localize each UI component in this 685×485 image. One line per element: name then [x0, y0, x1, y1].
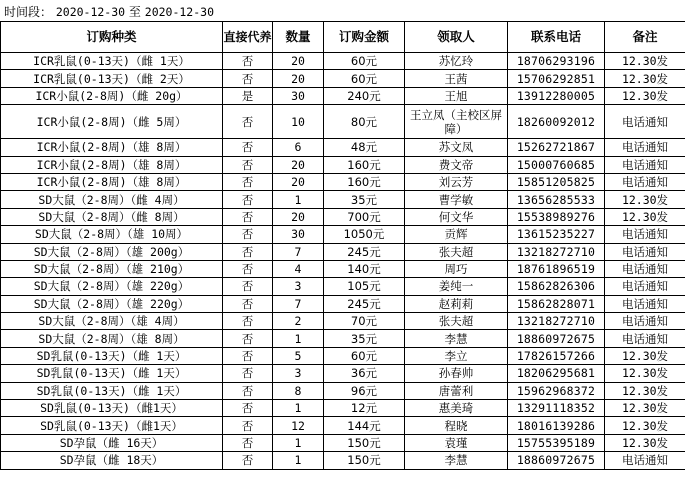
cell-phone: 15862826306: [508, 278, 605, 295]
cell-note: 电话通知: [605, 278, 685, 295]
cell-phone: 15862828071: [508, 295, 605, 312]
cell-product: ICR小鼠(2-8周)（雄 8周）: [1, 139, 223, 156]
cell-direct: 否: [223, 417, 273, 434]
cell-product: SD孕鼠（雌 16天）: [1, 434, 223, 451]
table-row: [1, 208, 685, 225]
cell-note: 电话通知: [605, 226, 685, 243]
cell-note: 电话通知: [605, 243, 685, 260]
cell-phone: 18206295681: [508, 365, 605, 382]
cell-phone: 15755395189: [508, 434, 605, 451]
cell-qty: 30: [273, 226, 324, 243]
cell-direct: 否: [223, 330, 273, 347]
table-row: [1, 156, 685, 173]
cell-product: SD大鼠（2-8周）（雄 200g）: [1, 243, 223, 260]
cell-product: SD孕鼠（雌 18天）: [1, 452, 223, 469]
cell-phone: 15706292851: [508, 70, 605, 87]
cell-note: 12.30发: [605, 417, 685, 434]
cell-direct: 否: [223, 226, 273, 243]
cell-phone: 15962968372: [508, 382, 605, 399]
cell-amount: 160元: [324, 173, 405, 190]
cell-recipient: 赵莉莉: [405, 295, 508, 312]
cell-product: SD大鼠（2-8周）（雄 220g）: [1, 295, 223, 312]
date-range-label: 时间段：: [4, 5, 53, 19]
header-amount: 订购金额: [324, 22, 405, 53]
cell-product: ICR小鼠(2-8周)（雌 20g）: [1, 87, 223, 104]
cell-direct: 否: [223, 452, 273, 469]
cell-amount: 70元: [324, 313, 405, 330]
cell-product: SD乳鼠(0-13天)（雌1天）: [1, 400, 223, 417]
cell-phone: 13218272710: [508, 313, 605, 330]
orders-table: [0, 21, 685, 470]
cell-phone: 18860972675: [508, 330, 605, 347]
cell-phone: 13615235227: [508, 226, 605, 243]
cell-amount: 35元: [324, 191, 405, 208]
date-range-start: 2020-12-30: [55, 5, 126, 19]
cell-phone: 18260092012: [508, 105, 605, 139]
cell-amount: 12元: [324, 400, 405, 417]
cell-qty: 20: [273, 173, 324, 190]
cell-note: 电话通知: [605, 295, 685, 312]
table-row: [1, 417, 685, 434]
cell-note: 12.30发: [605, 70, 685, 87]
header-recipient: 领取人: [405, 22, 508, 53]
cell-recipient: 李立: [405, 347, 508, 364]
cell-recipient: 程晓: [405, 417, 508, 434]
cell-direct: 否: [223, 53, 273, 70]
cell-qty: 10: [273, 105, 324, 139]
cell-qty: 1: [273, 191, 324, 208]
cell-qty: 6: [273, 139, 324, 156]
cell-recipient: 曹学敏: [405, 191, 508, 208]
header-phone: 联系电话: [508, 22, 605, 53]
cell-product: ICR乳鼠(0-13天)（雌 2天）: [1, 70, 223, 87]
cell-qty: 20: [273, 156, 324, 173]
cell-phone: 18860972675: [508, 452, 605, 469]
cell-product: SD乳鼠(0-13天)（雌1天）: [1, 417, 223, 434]
cell-note: 12.30发: [605, 347, 685, 364]
cell-amount: 700元: [324, 208, 405, 225]
cell-phone: 13218272710: [508, 243, 605, 260]
cell-product: SD大鼠（2-8周）（雌 4周）: [1, 191, 223, 208]
cell-note: 12.30发: [605, 53, 685, 70]
cell-qty: 1: [273, 452, 324, 469]
cell-amount: 150元: [324, 434, 405, 451]
cell-recipient: 何文华: [405, 208, 508, 225]
cell-qty: 20: [273, 70, 324, 87]
cell-recipient: 费文帝: [405, 156, 508, 173]
cell-note: 电话通知: [605, 139, 685, 156]
table-row: [1, 53, 685, 70]
table-row: [1, 295, 685, 312]
cell-direct: 否: [223, 278, 273, 295]
cell-recipient: 唐蕾利: [405, 382, 508, 399]
cell-product: SD乳鼠(0-13天)（雌 1天）: [1, 347, 223, 364]
cell-note: 12.30发: [605, 400, 685, 417]
cell-product: SD大鼠（2-8周）（雄 10周）: [1, 226, 223, 243]
cell-recipient: 王茜: [405, 70, 508, 87]
cell-phone: 13912280005: [508, 87, 605, 104]
cell-recipient: 李慧: [405, 452, 508, 469]
cell-qty: 12: [273, 417, 324, 434]
cell-direct: 否: [223, 382, 273, 399]
cell-qty: 30: [273, 87, 324, 104]
cell-direct: 否: [223, 139, 273, 156]
table-row: [1, 70, 685, 87]
cell-direct: 是: [223, 87, 273, 104]
table-row: [1, 278, 685, 295]
cell-recipient: 王旭: [405, 87, 508, 104]
header-direct: 直接代养: [223, 22, 273, 53]
cell-product: SD大鼠（2-8周）（雄 4周）: [1, 313, 223, 330]
cell-phone: 15538989276: [508, 208, 605, 225]
cell-recipient: 李慧: [405, 330, 508, 347]
cell-product: SD乳鼠(0-13天)（雌 1天）: [1, 365, 223, 382]
cell-qty: 7: [273, 243, 324, 260]
cell-phone: 15262721867: [508, 139, 605, 156]
cell-amount: 48元: [324, 139, 405, 156]
date-range-separator: 至: [128, 5, 141, 19]
table-row: [1, 313, 685, 330]
cell-product: SD大鼠（2-8周）（雄 8周）: [1, 330, 223, 347]
cell-amount: 245元: [324, 243, 405, 260]
cell-phone: 15000760685: [508, 156, 605, 173]
header-row: [1, 22, 685, 53]
table-row: [1, 105, 685, 139]
cell-qty: 5: [273, 347, 324, 364]
cell-product: ICR乳鼠(0-13天)（雌 1天）: [1, 53, 223, 70]
cell-amount: 96元: [324, 382, 405, 399]
cell-direct: 否: [223, 70, 273, 87]
cell-qty: 3: [273, 278, 324, 295]
table-row: [1, 382, 685, 399]
cell-direct: 否: [223, 434, 273, 451]
cell-amount: 1050元: [324, 226, 405, 243]
cell-recipient: 姜纯一: [405, 278, 508, 295]
cell-phone: 17826157266: [508, 347, 605, 364]
cell-note: 12.30发: [605, 191, 685, 208]
cell-phone: 15851205825: [508, 173, 605, 190]
cell-recipient: 周巧: [405, 260, 508, 277]
table-row: [1, 87, 685, 104]
cell-direct: 否: [223, 313, 273, 330]
cell-product: SD大鼠（2-8周）（雌 8周）: [1, 208, 223, 225]
table-row: [1, 434, 685, 451]
table-row: [1, 139, 685, 156]
cell-note: 电话通知: [605, 105, 685, 139]
cell-recipient: 刘云芳: [405, 173, 508, 190]
cell-recipient: 贡辉: [405, 226, 508, 243]
cell-qty: 3: [273, 365, 324, 382]
cell-amount: 80元: [324, 105, 405, 139]
cell-product: SD大鼠（2-8周）（雄 220g）: [1, 278, 223, 295]
cell-direct: 否: [223, 400, 273, 417]
cell-direct: 否: [223, 347, 273, 364]
cell-note: 电话通知: [605, 452, 685, 469]
cell-note: 电话通知: [605, 330, 685, 347]
cell-recipient: 张夫超: [405, 243, 508, 260]
cell-qty: 20: [273, 53, 324, 70]
cell-recipient: 张夫超: [405, 313, 508, 330]
cell-phone: 13291118352: [508, 400, 605, 417]
cell-recipient: 苏文凤: [405, 139, 508, 156]
table-row: [1, 330, 685, 347]
cell-direct: 否: [223, 156, 273, 173]
cell-amount: 60元: [324, 70, 405, 87]
cell-qty: 7: [273, 295, 324, 312]
cell-product: ICR小鼠(2-8周)（雌 5周）: [1, 105, 223, 139]
cell-amount: 240元: [324, 87, 405, 104]
cell-note: 电话通知: [605, 260, 685, 277]
date-range-end: 2020-12-30: [144, 5, 215, 19]
cell-recipient: 王立凤（主校区屏障）: [405, 105, 508, 139]
table-row: [1, 400, 685, 417]
cell-direct: 否: [223, 295, 273, 312]
table-row: [1, 452, 685, 469]
cell-amount: 160元: [324, 156, 405, 173]
cell-product: ICR小鼠(2-8周)（雄 8周）: [1, 173, 223, 190]
cell-note: 电话通知: [605, 156, 685, 173]
cell-recipient: 袁瑾: [405, 434, 508, 451]
cell-qty: 8: [273, 382, 324, 399]
cell-note: 12.30发: [605, 87, 685, 104]
date-range: [4, 3, 214, 21]
cell-amount: 60元: [324, 53, 405, 70]
table-row: [1, 260, 685, 277]
cell-qty: 1: [273, 434, 324, 451]
cell-note: 12.30发: [605, 365, 685, 382]
header-qty: 数量: [273, 22, 324, 53]
cell-amount: 140元: [324, 260, 405, 277]
cell-amount: 36元: [324, 365, 405, 382]
cell-recipient: 孙春帅: [405, 365, 508, 382]
table-row: [1, 365, 685, 382]
cell-qty: 1: [273, 330, 324, 347]
header-note: 备注: [605, 22, 685, 53]
table-row: [1, 226, 685, 243]
cell-amount: 245元: [324, 295, 405, 312]
cell-recipient: 惠美琦: [405, 400, 508, 417]
cell-product: SD乳鼠(0-13天)（雌 1天）: [1, 382, 223, 399]
cell-direct: 否: [223, 365, 273, 382]
cell-amount: 144元: [324, 417, 405, 434]
table-row: [1, 191, 685, 208]
table-row: [1, 173, 685, 190]
cell-qty: 2: [273, 313, 324, 330]
cell-qty: 4: [273, 260, 324, 277]
cell-amount: 35元: [324, 330, 405, 347]
cell-phone: 13656285533: [508, 191, 605, 208]
table-row: [1, 243, 685, 260]
cell-direct: 否: [223, 105, 273, 139]
header-product: 订购种类: [1, 22, 223, 53]
cell-phone: 18761896519: [508, 260, 605, 277]
cell-direct: 否: [223, 260, 273, 277]
cell-note: 12.30发: [605, 208, 685, 225]
cell-product: ICR小鼠(2-8周)（雄 8周）: [1, 156, 223, 173]
cell-recipient: 苏忆玲: [405, 53, 508, 70]
cell-product: SD大鼠（2-8周）（雄 210g）: [1, 260, 223, 277]
cell-direct: 否: [223, 208, 273, 225]
cell-qty: 1: [273, 400, 324, 417]
cell-direct: 否: [223, 243, 273, 260]
cell-note: 电话通知: [605, 313, 685, 330]
cell-phone: 18706293196: [508, 53, 605, 70]
cell-note: 12.30发: [605, 434, 685, 451]
cell-amount: 150元: [324, 452, 405, 469]
cell-qty: 20: [273, 208, 324, 225]
cell-note: 12.30发: [605, 382, 685, 399]
table-row: [1, 347, 685, 364]
cell-note: 电话通知: [605, 173, 685, 190]
cell-amount: 60元: [324, 347, 405, 364]
cell-phone: 18016139286: [508, 417, 605, 434]
cell-direct: 否: [223, 173, 273, 190]
cell-direct: 否: [223, 191, 273, 208]
cell-amount: 105元: [324, 278, 405, 295]
